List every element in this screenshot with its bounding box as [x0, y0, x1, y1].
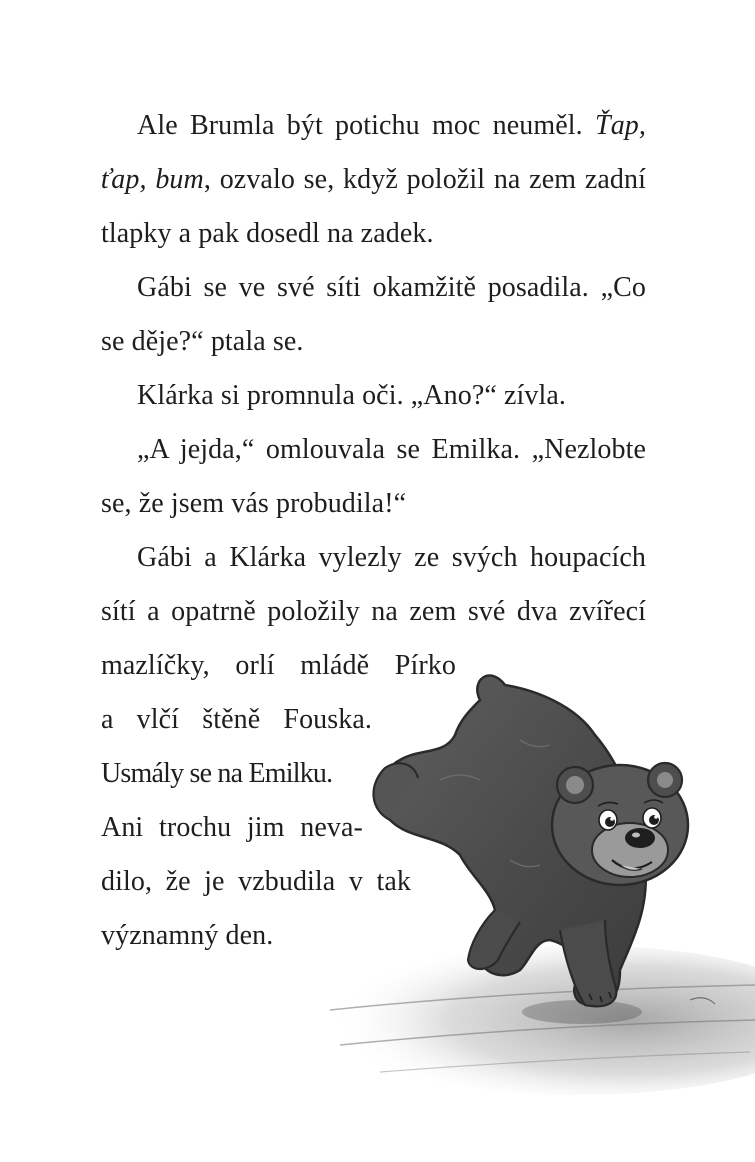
- text-line: Gábi se ve své síti okamžitě posadila. „Co: [137, 272, 646, 303]
- bear-cub-illustration: [320, 660, 755, 1100]
- text-line: „A jejda,“ omlouvala se Emilka. „Nezlobte: [137, 434, 646, 465]
- text-line: [137, 112, 646, 140]
- text-line: mazlíčky, orlí mládě Pírko: [101, 650, 456, 681]
- text-line: dilo, že je vzbudila v tak: [101, 866, 411, 897]
- text-line: tlapky a pak dosedl na zadek.: [101, 218, 434, 249]
- text-line: významný den.: [101, 920, 274, 951]
- wooden-floor: [330, 945, 755, 1095]
- italic-text: ťap, bum: [101, 164, 204, 195]
- bear-head: [552, 763, 688, 885]
- text-line: Usmály se na Emilku.: [101, 758, 333, 789]
- text-span: , ozvalo se, když položil na zem zadní: [203, 164, 646, 195]
- text-line: sítí a opatrně položily na zem své dva zvířecí: [101, 596, 646, 627]
- italic-text: Ťap,: [595, 110, 646, 141]
- text-line: [101, 166, 646, 194]
- text-line: Klárka si promnula oči. „Ano?“ zívla.: [137, 380, 566, 411]
- text-span: Ale Brumla být potichu moc neuměl.: [137, 110, 596, 141]
- text-line: Ani trochu jim neva-: [101, 812, 363, 843]
- text-line: Gábi a Klárka vylezly ze svých houpacích: [137, 542, 646, 573]
- text-line: se děje?“ ptala se.: [101, 326, 304, 357]
- text-line: a vlčí štěně Fouska.: [101, 704, 372, 735]
- text-line: se, že jsem vás probudila!“: [101, 488, 407, 519]
